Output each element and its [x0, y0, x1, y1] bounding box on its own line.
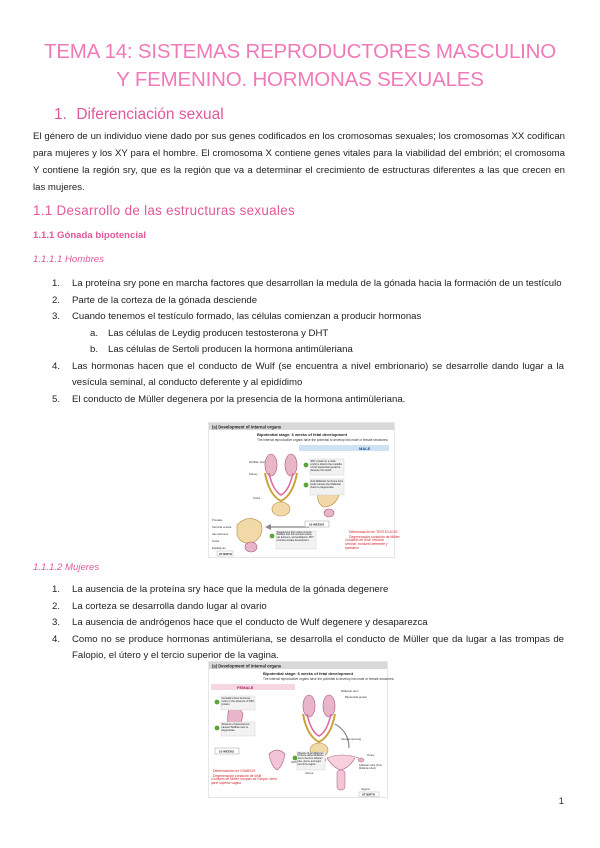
section-1-heading: [54, 106, 224, 124]
section-1-title: Diferenciación sexual: [76, 106, 224, 123]
fig-sex-label: MALE: [359, 446, 371, 451]
sub-list-text: Las células de Leydig producen testosterona y DHT: [108, 327, 329, 339]
list-text: La corteza se desarrolla dando lugar al ovario: [72, 600, 267, 612]
fig-label: Bipotential gonad: [345, 695, 367, 699]
sub-list: [72, 326, 564, 359]
fig-annotation: Degeneración conducto de Wulf: [213, 774, 262, 778]
list-number: 4.: [52, 633, 61, 645]
sub-list-letter: b.: [90, 344, 99, 355]
list-number: 4.: [52, 360, 61, 372]
fig-annotation: Degeneración conducto de Müller: [349, 535, 400, 539]
fig-annotation: Conducto de Wulf: vesícula seminal, conducto deferente y epidídimo: [345, 538, 388, 550]
document-title: [20, 38, 580, 94]
fig-step-3: Testosterone from testis converts Wolffian duct into seminal vesicle, vas deferens, and epididymis. DHT controls prostate development.: [276, 530, 314, 543]
handwritten-annotations: [345, 530, 401, 557]
fig-label: Prostate: [212, 518, 223, 522]
page-number: 1: [558, 796, 564, 807]
fig-step-2: Absence of testosterone causes Wolffian duct to degenerate.: [221, 722, 250, 732]
fig-step-2: Anti-Müllerian hormone from testis causes the Müllerian ducts to degenerate.: [310, 479, 344, 489]
title-line-2: Y FEMENINO. HORMONAS SEXUALES: [116, 68, 484, 91]
list-item: [52, 582, 564, 599]
list-item: [52, 615, 564, 632]
section-1-1-heading: 1.1 Desarrollo de las estructuras sexuales: [33, 203, 295, 218]
intro-paragraph: El género de un individuo viene dado por sus genes codificados en los cromosomas sexuales; los cromosomas XX codifican para mujeres y los XY para el hombre. El cromosoma X contiene genes vitales para la viabilidad del embrión; el cromosoma Y contiene la región sry, que es la región que va a determinar el crecimiento de estructuras diferentes a las que crecen en las mujeres.: [33, 131, 565, 193]
list-number: 1.: [52, 584, 61, 595]
fig-birth-label: AT BIRTH: [362, 792, 375, 797]
men-heading: 1.1.1.1 Hombres: [33, 254, 104, 265]
list-text: Como no se produce hormonas antimüleriana, se desarrolla el conducto de Müller que da lugar a las trompas de Falopio, el útero y el tercio superior de la vagina.: [72, 633, 564, 661]
men-list: [52, 276, 564, 408]
list-number: 2.: [52, 294, 61, 306]
list-number: 2.: [52, 600, 61, 612]
women-list: [52, 582, 564, 665]
title-line-1: TEMA 14: SISTEMAS REPRODUCTORES MASCULINO: [44, 40, 556, 63]
fig-label: Testis: [253, 496, 261, 500]
list-text: El conducto de Müller degenera por la presencia de la hormona antimüleriana.: [72, 393, 406, 405]
fig-annotation: Diferenciación en TESTÍCULOS: [349, 530, 398, 534]
sub-list-letter: a.: [90, 327, 99, 339]
list-text: Cuando tenemos el testículo formado, las células comienzan a producir hormonas: [72, 311, 422, 322]
list-number: 3.: [52, 617, 61, 628]
list-text: Parte de la corteza de la gónada desciende: [72, 294, 258, 306]
section-1-1-1-heading: 1.1.1 Gónada bipotencial: [33, 230, 147, 241]
list-number: 5.: [52, 393, 61, 405]
fig-label: Seminal vesicle: [212, 525, 232, 529]
fig-label: Vagina: [361, 787, 370, 791]
fig-stage-title: Bipotential stage: 6 weeks of fetal development: [263, 671, 354, 676]
fig-label: Ovary: [367, 753, 375, 757]
list-item: [52, 359, 564, 392]
fig-header: (a) Development of internal organs: [212, 424, 282, 430]
sub-list-item: [72, 326, 564, 343]
fig-label: Kidney: [249, 472, 258, 476]
list-item: [52, 632, 564, 665]
list-text: La ausencia de la proteína sry hace que la medula de la gónada degenere: [72, 584, 389, 595]
handwritten-annotations: [211, 769, 281, 792]
fig-step-1: Gonadal cortex becomes ovary in the absence of SRY protein.: [221, 696, 255, 706]
fig-weeks-label: 10 WEEKS: [219, 749, 235, 754]
list-item: [52, 392, 564, 409]
section-1-number: 1.: [54, 106, 67, 123]
fig-step-1: SRY protein in a male embryo directs the medulla of the bipotential gonad to develop into testis.: [310, 459, 342, 472]
list-text: La proteína sry pone en marcha factores que desarrollan la medula de la gónada hacia la formación de un testículo: [72, 278, 562, 289]
list-number: 3.: [52, 311, 61, 322]
female-development-figure: [208, 661, 395, 798]
male-development-figure: [208, 422, 400, 558]
fig-stage-sub: The internal reproductive organs have the potential to develop into male or female structures.: [263, 677, 395, 681]
bipotential-organs-drawing: [265, 454, 297, 516]
fig-annotation: Conducto de Müller: trompas de Falopio, útero, parte superior vagina: [211, 777, 278, 785]
women-heading: 1.1.1.2 Mujeres: [33, 562, 100, 573]
sub-list-text: Las células de Sertoli producen la hormona antimüleriana: [108, 344, 353, 355]
bipotential-organs-drawing: [303, 695, 335, 757]
list-number: 1.: [52, 278, 61, 289]
fig-stage-title: Bipotential stage: 6 weeks of fetal development: [257, 432, 348, 437]
list-item: [52, 309, 564, 359]
list-item: [52, 599, 564, 616]
list-item: [52, 276, 564, 293]
list-text: La ausencia de andrógenos hace que el conducto de Wulf degenere y desaparezca: [72, 617, 428, 628]
fig-birth-label: AT BIRTH: [219, 551, 232, 556]
fig-label: Müllerian duct: [341, 689, 359, 693]
fig-header: (a) Development of internal organs: [212, 663, 282, 669]
fig-label: Vas deferens: [212, 532, 229, 536]
sub-list-item: [72, 342, 564, 359]
fig-annotation: Diferenciación en OVARIOS: [213, 769, 256, 773]
fig-label: Epididymis: [212, 546, 226, 550]
fig-stage-sub: The internal reproductive organs have the potential to develop into male or female structures.: [257, 438, 389, 442]
fig-step-3: Absence of anti-Müllerian hormone allows Müllerian duct to become fallopian tube, uterus, and upper part of the vagina.: [297, 752, 324, 766]
fig-label: Cloacal opening: [341, 737, 362, 741]
fig-label: Testis: [212, 539, 220, 543]
fig-label: Uterus: [305, 771, 314, 775]
list-text: Las hormonas hacen que el conducto de Wulf (se encuentra a nivel embrionario) se desarrolle dando lugar a la vesícula seminal, al conducto deferente y al epidídimo: [72, 360, 564, 388]
fig-label: Fallopian tube (from Müllerian duct): [359, 764, 383, 771]
list-item: [52, 293, 564, 310]
fig-sex-label: FEMALE: [237, 685, 254, 690]
fig-weeks-label: 10 WEEKS: [309, 522, 325, 527]
fig-label: Wolffian duct: [249, 460, 266, 464]
